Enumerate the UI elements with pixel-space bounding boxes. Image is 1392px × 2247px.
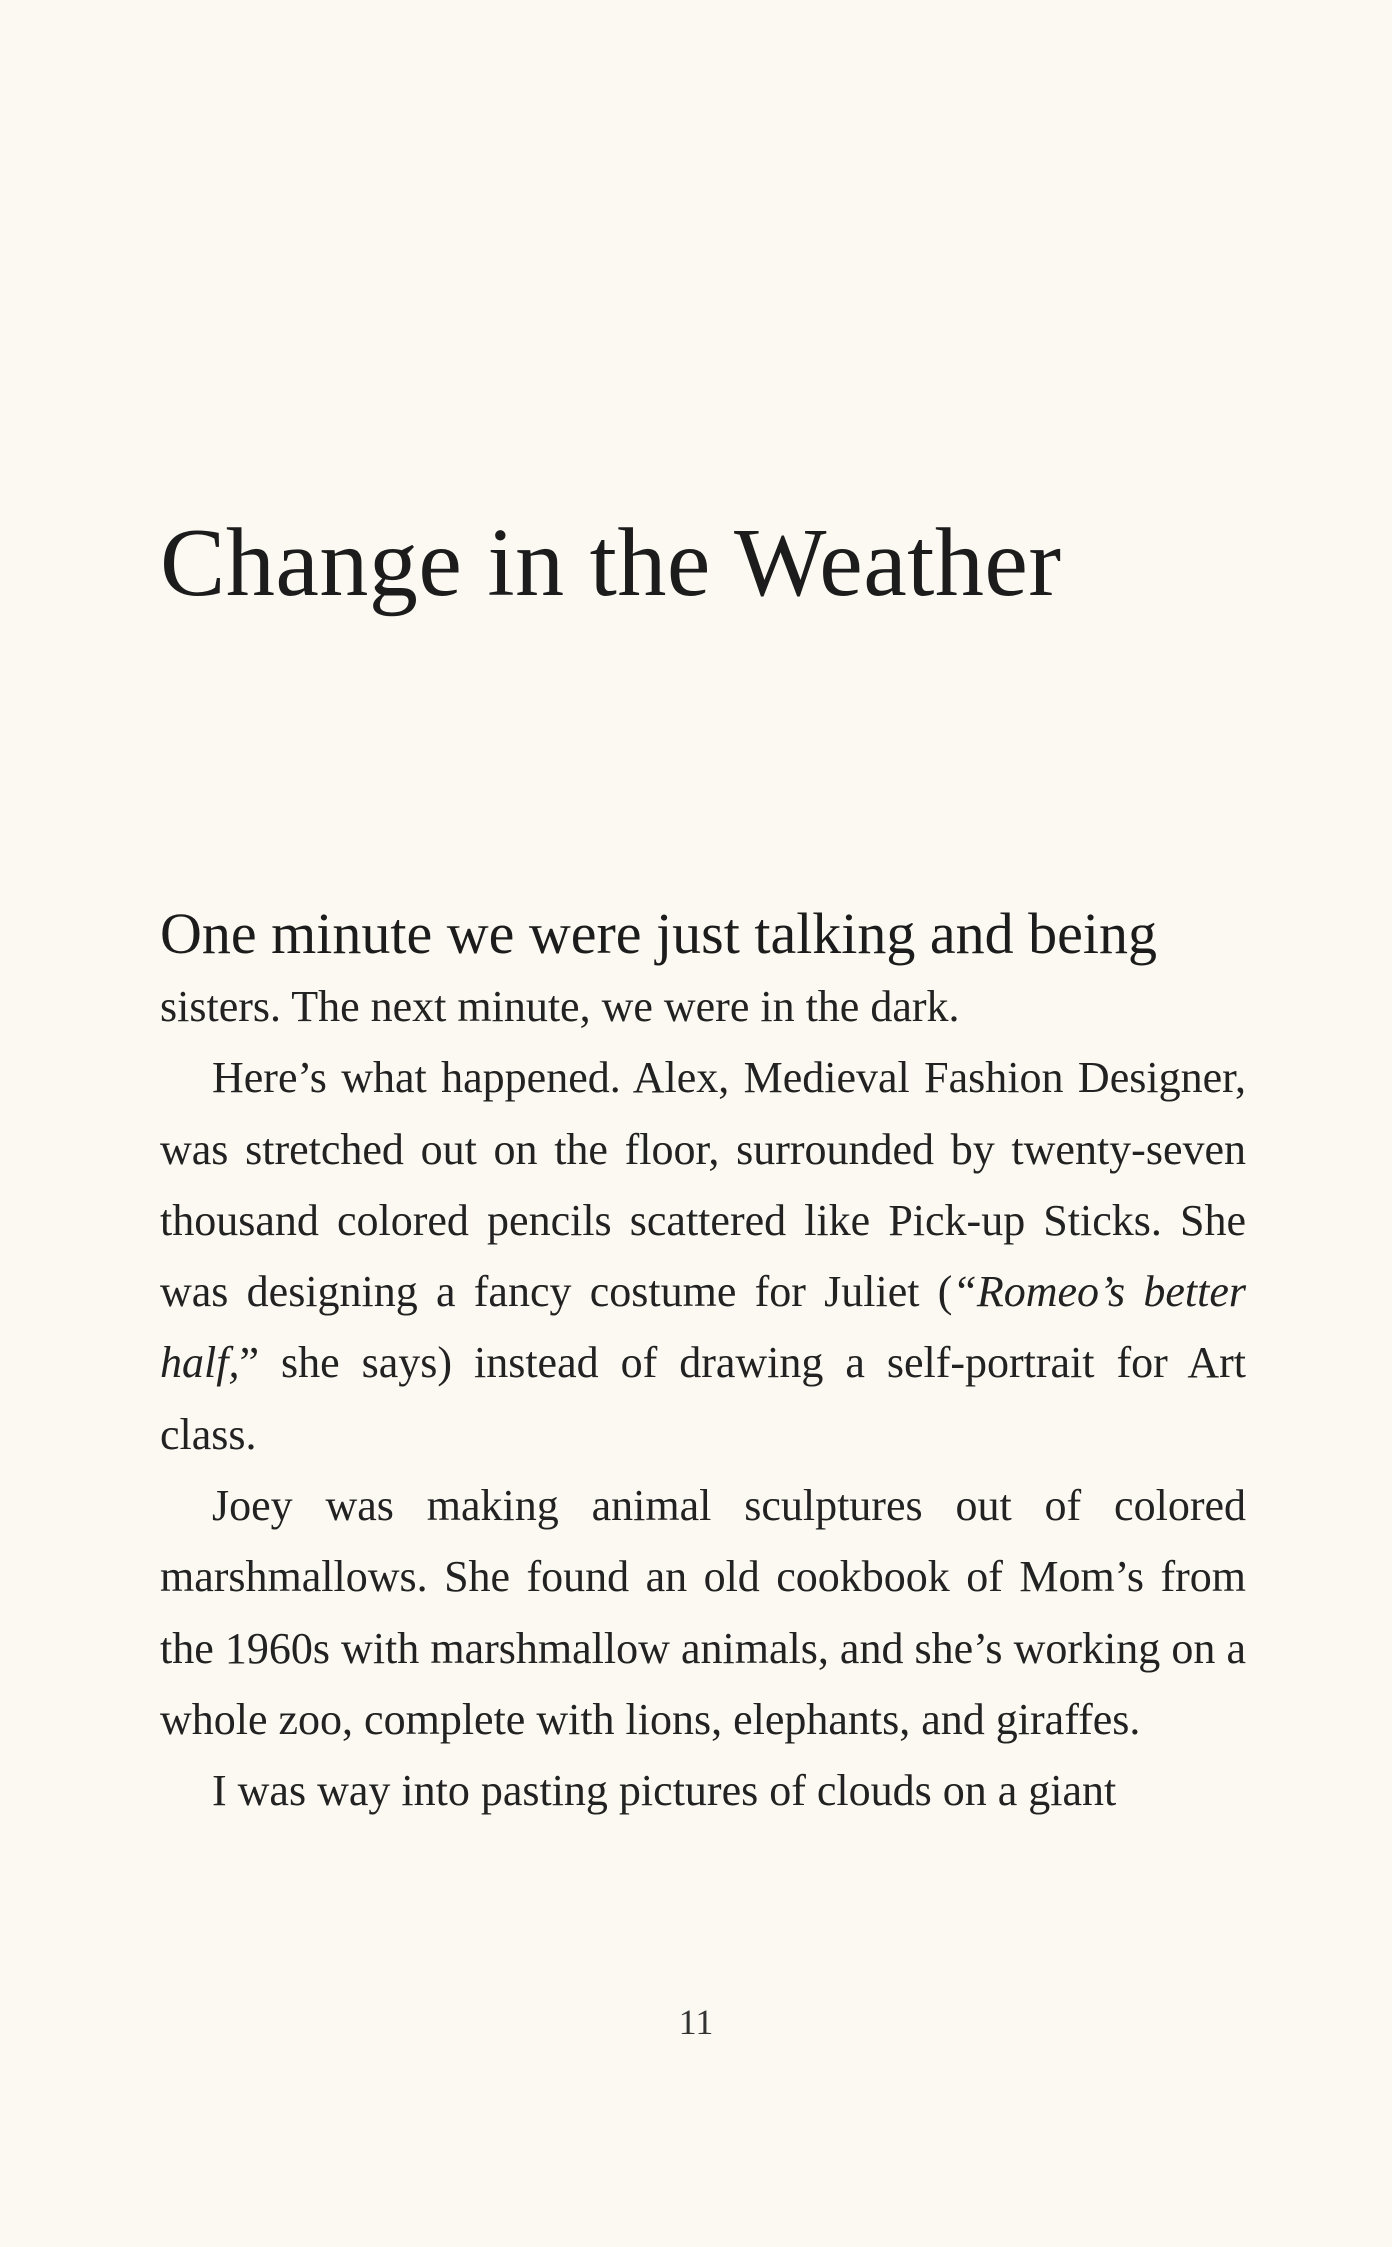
paragraph-2-text-b: ” she says) instead of drawing a self-portrait for Art class. bbox=[160, 1338, 1246, 1459]
page-number: 11 bbox=[678, 2002, 714, 2042]
paragraph-2-italic-quote: “Romeo’s better half, bbox=[160, 1267, 1247, 1388]
body-text bbox=[160, 895, 1246, 1827]
paragraph-2-text-a: Here’s what happened. Alex, Medieval Fashion Designer, was stretched out on the floor, surrounded by twenty-seven thousand colored pencils scattered like Pick-up Sticks. She was designing a fancy costume for Juliet ( bbox=[160, 1053, 1246, 1317]
paragraph-2 bbox=[160, 1042, 1246, 1470]
paragraph-3: Joey was making animal sculptures out of colored marshmallows. She found an old cookbook of Mom’s from the 1960s with marshmallow animals, and she’s working on a whole zoo, complete with lions, elephants, and giraffes. bbox=[160, 1481, 1246, 1744]
lead-line: One minute we were just talking and being bbox=[160, 901, 1158, 966]
paragraph-1: sisters. The next minute, we were in the dark. bbox=[160, 982, 960, 1031]
chapter-title: Change in the Weather bbox=[160, 509, 1062, 617]
paragraph-4: I was way into pasting pictures of clouds on a giant bbox=[212, 1766, 1117, 1816]
